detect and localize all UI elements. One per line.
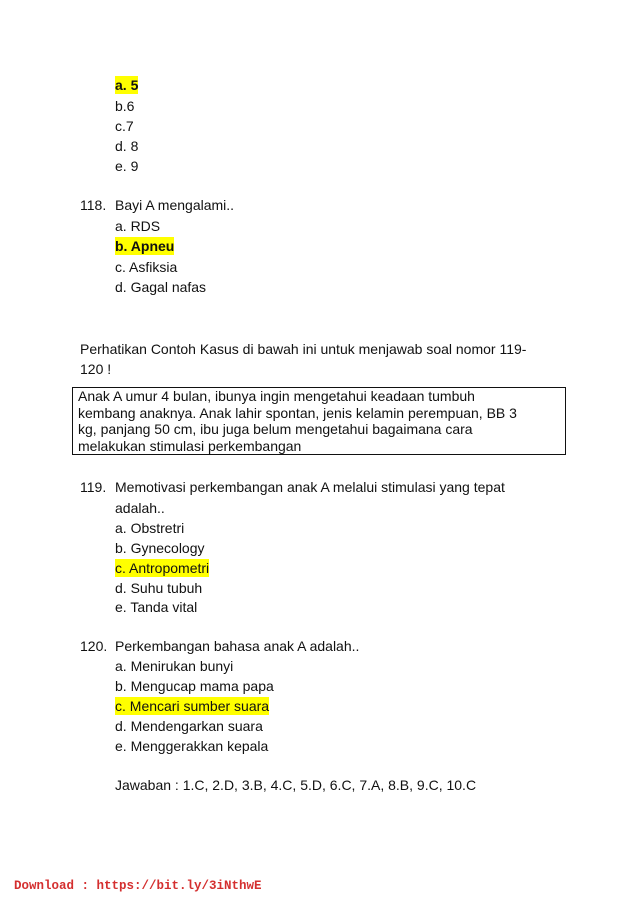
question-119-option-a: a. Obstretri [115, 520, 185, 536]
case-instruction-line1: Perhatikan Contoh Kasus di bawah ini untuk menjawab soal nomor 119- [80, 341, 527, 357]
question-119-text-line1: Memotivasi perkembangan anak A melalui stimulasi yang tepat [115, 479, 505, 495]
answer-key: Jawaban : 1.C, 2.D, 3.B, 4.C, 5.D, 6.C, 7.A, 8.B, 9.C, 10.C [115, 777, 477, 793]
case-text-line4: melakukan stimulasi perkembangan [78, 438, 302, 454]
prev-option-b: b.6 [115, 98, 135, 114]
question-118-option-c: c. Asfiksia [115, 259, 178, 275]
question-119-option-d: d. Suhu tubuh [115, 580, 203, 596]
question-118-option-b: b. Apneu [115, 238, 175, 254]
question-119-option-b: b. Gynecology [115, 540, 205, 556]
question-118-text: Bayi A mengalami.. [115, 197, 235, 213]
question-119-text-line2: adalah.. [115, 500, 165, 516]
case-text-line3: kg, panjang 50 cm, ibu juga belum mengetahui bagaimana cara [78, 421, 473, 437]
prev-option-e: e. 9 [115, 158, 139, 174]
question-118-number: 118. [80, 197, 107, 213]
question-118-option-a: a. RDS [115, 218, 161, 234]
case-instruction-line2: 120 ! [80, 361, 112, 377]
question-120-option-a: a. Menirukan bunyi [115, 658, 234, 674]
question-119-option-c: c. Antropometri [115, 560, 210, 576]
question-118-option-d: d. Gagal nafas [115, 279, 207, 295]
prev-option-d: d. 8 [115, 138, 139, 154]
question-120-option-e: e. Menggerakkan kepala [115, 738, 269, 754]
question-120-option-c: c. Mencari sumber suara [115, 698, 270, 714]
download-link[interactable]: Download : https://bit.ly/3iNthwE [14, 879, 262, 893]
case-text-line1: Anak A umur 4 bulan, ibunya ingin mengetahui keadaan tumbuh [78, 388, 475, 404]
prev-option-a: a. 5 [115, 77, 139, 93]
case-text-line2: kembang anaknya. Anak lahir spontan, jenis kelamin perempuan, BB 3 [78, 405, 517, 421]
question-119-number: 119. [80, 479, 107, 495]
question-120-number: 120. [80, 638, 108, 654]
case-box [72, 387, 566, 455]
prev-option-c: c.7 [115, 118, 134, 134]
question-120-option-d: d. Mendengarkan suara [115, 718, 263, 734]
question-119-option-e: e. Tanda vital [115, 599, 198, 615]
question-120-option-b: b. Mengucap mama papa [115, 678, 274, 694]
question-120-text: Perkembangan bahasa anak A adalah.. [115, 638, 360, 654]
